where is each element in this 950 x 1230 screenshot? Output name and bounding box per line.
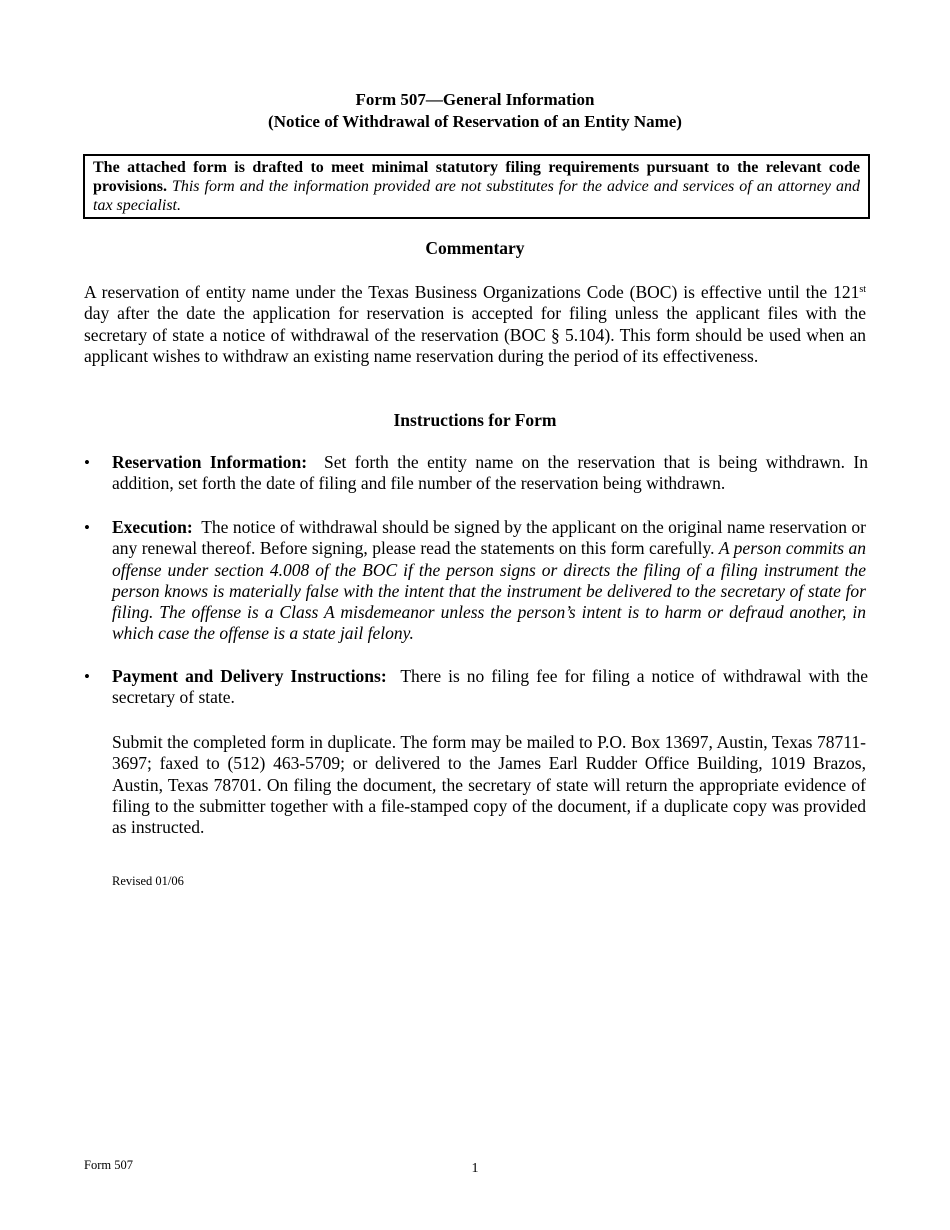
instruction-text: There is no filing fee for filing a notice of withdrawal with the secretary of state. [112,666,869,708]
instruction-text: Set forth the entity name on the reservation that is being withdrawn. In addition, set forth the date of filing and file number of the reservation being withdrawn. [112,452,869,494]
title-line-1: Form 507—General Information [355,90,595,109]
footer-form-label: Form 507 [84,1158,133,1172]
bullet-icon: • [84,667,90,686]
offense-warning-text: A person commits an offense under section 4.008 of the BOC if the person signs or directs the filing of a filing instrument the person knows is materially false with the intent that the instrument be delivered to the secretary of state for filing. The offense is a Class A misdemeanor unless the person’s intent is to harm or defraud another, in which case the offense is a state jail felony. [112,538,866,644]
title-line-2: (Notice of Withdrawal of Reservation of an Entity Name) [268,112,682,131]
instruction-lead: Execution: [112,517,193,537]
bullet-icon: • [84,453,90,472]
instruction-item-reservation [112,452,868,495]
commentary-heading: Commentary [425,238,525,258]
instruction-item-execution [112,517,866,645]
commentary-text-start: A reservation of entity name under the Texas Business Organizations Code (BOC) is effective until the 121 [84,282,860,302]
instruction-lead: Reservation Information: [112,452,308,472]
disclaimer-box [83,154,870,219]
instructions-heading: Instructions for Form [393,410,557,430]
page-title [0,89,950,133]
disclaimer-bold-text: The attached form is drafted to meet minimal statutory filing requirements pursuant to the relevant code provisions. [93,159,860,195]
commentary-paragraph [84,282,866,367]
page-number: 1 [471,1161,479,1176]
instruction-text: The notice of withdrawal should be signed by the applicant on the original name reservation or any renewal thereof. Before signing, please read the statements on this form carefully. [112,517,866,559]
disclaimer-italic-text: This form and the information provided are not substitutes for the advice and services of an attorney and tax specialist. [93,178,861,214]
ordinal-suffix: st [859,284,866,295]
instruction-lead: Payment and Delivery Instructions: [112,666,387,686]
commentary-text-end: day after the date the application for reservation is accepted for filing unless the applicant files with the secretary of state a notice of withdrawal of the reservation (BOC § 5.104). This form should be used when an applicant wishes to withdraw an existing name reservation during the period of its effectiveness. [84,303,866,366]
bullet-icon: • [84,518,90,537]
submit-paragraph: Submit the completed form in duplicate. The form may be mailed to P.O. Box 13697, Austin, Texas 78711-3697; faxed to (512) 463-5709; or delivered to the James Earl Rudder Office Building, 1019 Brazos, Austin, Texas 78701. On filing the document, the secretary of state will return the appropriate evidence of filing to the submitter together with a file-stamped copy of the document, if a duplicate copy was provided as instructed. [112,732,866,838]
instruction-item-payment [112,666,868,709]
revision-date: Revised 01/06 [112,874,184,888]
